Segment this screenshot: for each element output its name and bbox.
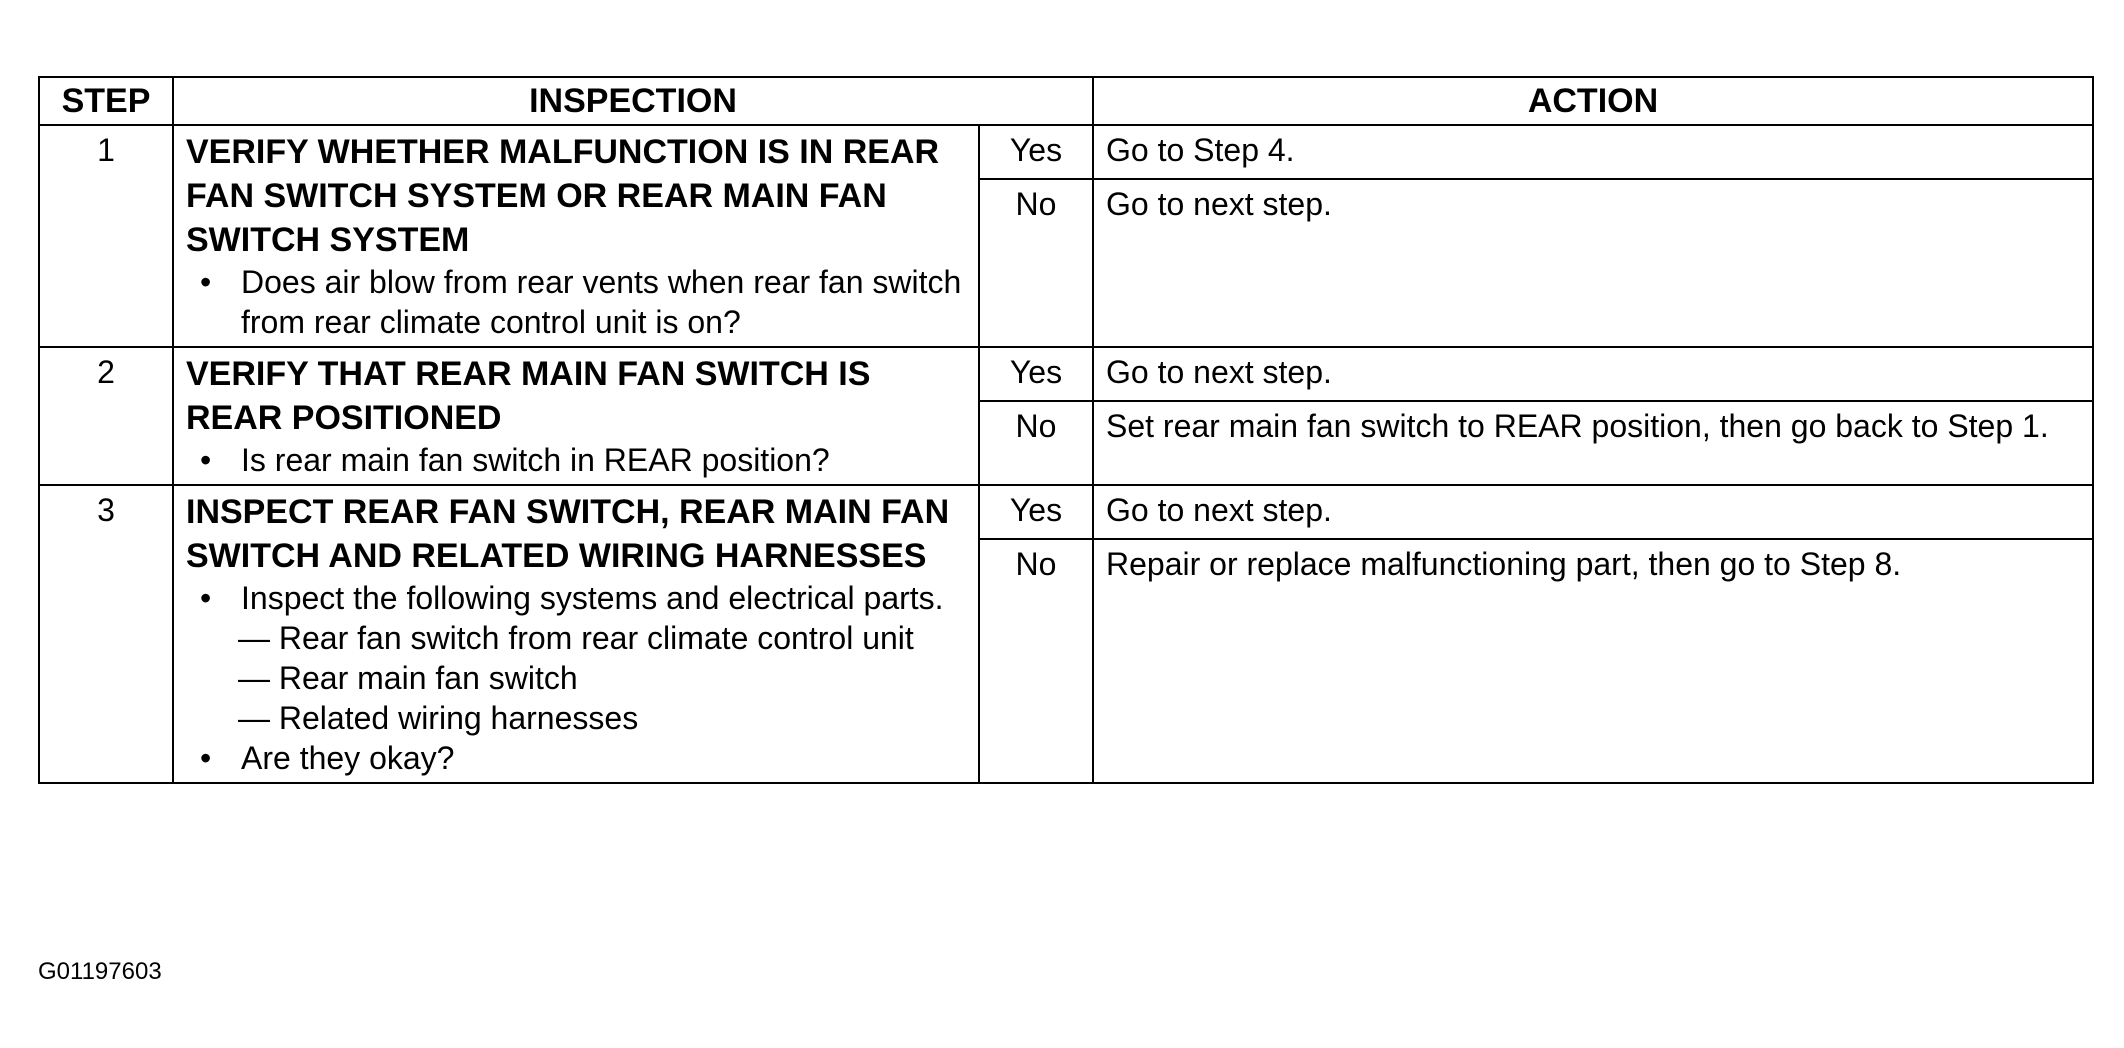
yes-label: Yes bbox=[979, 125, 1093, 179]
no-label: No bbox=[979, 401, 1093, 485]
inspection-cell bbox=[173, 485, 979, 783]
inspection-bullet bbox=[186, 578, 968, 618]
figure-code: G01197603 bbox=[38, 958, 162, 985]
sub-item bbox=[186, 618, 968, 658]
bullet-icon: • bbox=[200, 264, 212, 300]
inspection-title: INSPECT REAR FAN SWITCH, REAR MAIN FAN SWITCH AND RELATED WIRING HARNESSES bbox=[186, 493, 950, 575]
no-label: No bbox=[979, 179, 1093, 347]
dash-glyph: — bbox=[238, 620, 270, 656]
sub-item-text: Rear fan switch from rear climate control unit bbox=[278, 620, 914, 656]
table-row bbox=[39, 485, 2093, 539]
bullet-text: Are they okay? bbox=[241, 740, 455, 776]
inspection-bullet bbox=[186, 262, 968, 342]
sub-item bbox=[186, 658, 968, 698]
inspection-title: VERIFY THAT REAR MAIN FAN SWITCH IS REAR POSITIONED bbox=[186, 355, 871, 437]
header-action: ACTION bbox=[1093, 77, 2093, 125]
step-number: 1 bbox=[39, 125, 173, 347]
dash-glyph: — bbox=[238, 660, 270, 696]
bullet-icon: • bbox=[200, 442, 212, 478]
yes-action: Go to next step. bbox=[1093, 347, 2093, 401]
sub-item-text: Related wiring harnesses bbox=[278, 700, 639, 736]
bullet-icon: • bbox=[200, 580, 212, 616]
yes-label: Yes bbox=[979, 347, 1093, 401]
inspection-bullet bbox=[186, 738, 968, 778]
table-row bbox=[39, 125, 2093, 179]
step-number: 2 bbox=[39, 347, 173, 485]
inspection-cell bbox=[173, 347, 979, 485]
bullet-icon: • bbox=[200, 740, 212, 776]
yes-label: Yes bbox=[979, 485, 1093, 539]
dash-glyph: — bbox=[238, 700, 270, 736]
no-action: Set rear main fan switch to REAR position, then go back to Step 1. bbox=[1093, 401, 2093, 485]
no-label: No bbox=[979, 539, 1093, 783]
bullet-text: Does air blow from rear vents when rear fan switch from rear climate control unit is on? bbox=[241, 264, 962, 340]
sub-item bbox=[186, 698, 968, 738]
inspection-cell bbox=[173, 125, 979, 347]
header-step: STEP bbox=[39, 77, 173, 125]
bullet-text: Is rear main fan switch in REAR position? bbox=[241, 442, 830, 478]
step-number: 3 bbox=[39, 485, 173, 783]
no-action: Go to next step. bbox=[1093, 179, 2093, 347]
bullet-text: Inspect the following systems and electrical parts. bbox=[241, 580, 944, 616]
inspection-title: VERIFY WHETHER MALFUNCTION IS IN REAR FAN SWITCH SYSTEM OR REAR MAIN FAN SWITCH SYSTEM bbox=[186, 133, 940, 259]
no-action: Repair or replace malfunctioning part, then go to Step 8. bbox=[1093, 539, 2093, 783]
yes-action: Go to next step. bbox=[1093, 485, 2093, 539]
table-header-row bbox=[39, 77, 2093, 125]
inspection-bullet bbox=[186, 440, 968, 480]
header-inspection: INSPECTION bbox=[173, 77, 1093, 125]
sub-item-text: Rear main fan switch bbox=[278, 660, 578, 696]
troubleshooting-table bbox=[38, 76, 2094, 784]
table-row bbox=[39, 347, 2093, 401]
yes-action: Go to Step 4. bbox=[1093, 125, 2093, 179]
